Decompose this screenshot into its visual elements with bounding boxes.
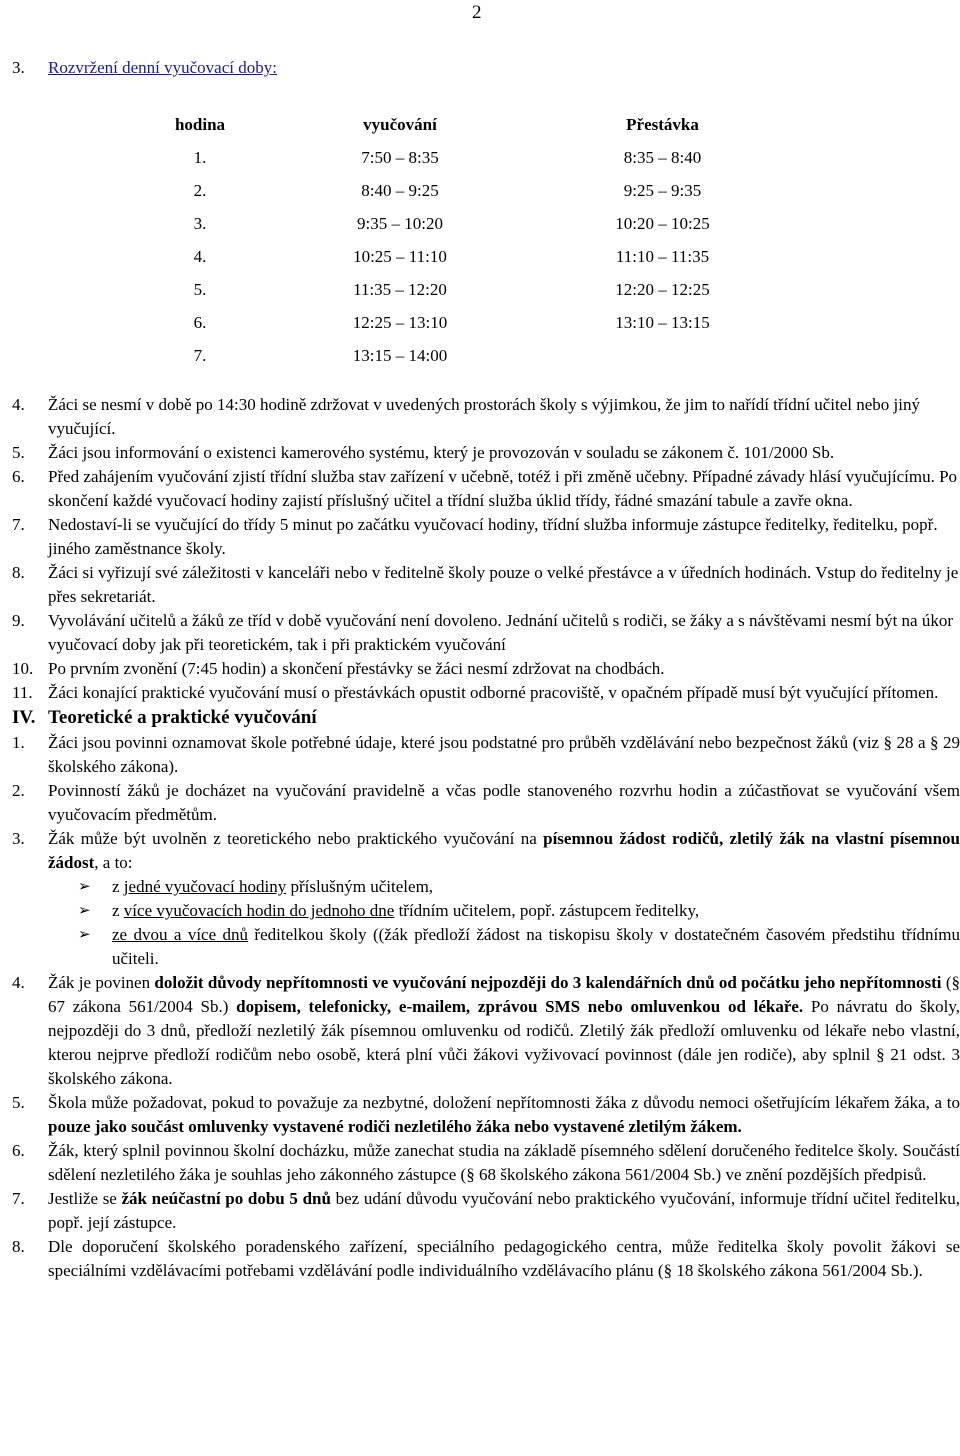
table-row xyxy=(120,306,805,339)
text-run-bold: písemnou žádost rodičů, zletilý žák na vlastní písemnou žádost xyxy=(48,829,960,872)
table-cell: 10:20 – 10:25 xyxy=(615,214,710,233)
table-cell: 8:40 – 9:25 xyxy=(361,181,439,200)
section-4-title: Teoretické a praktické vyučování xyxy=(48,707,317,728)
item-number: 6. xyxy=(12,467,25,486)
item-text: Povinností žáků je docházet na vyučování pravidelně a včas podle stanoveného rozvrhu hodin a zúčastňovat se vyučování všem vyučovacím předmětům. xyxy=(48,781,960,824)
table-cell: 10:25 – 11:10 xyxy=(353,247,447,266)
schedule-header-vyucovani: vyučování xyxy=(363,115,437,134)
item-number: 5. xyxy=(12,1093,25,1112)
item-number: 1. xyxy=(12,733,25,752)
list-item xyxy=(12,827,960,875)
table-cell: 6. xyxy=(193,313,207,332)
table-cell: 11:10 – 11:35 xyxy=(615,247,710,266)
item-text: Před zahájením vyučování zjistí třídní služba stav zařízení v učebně, totéž i při změně učebny. Případné závady hlásí vyučujícímu. Po skončení každé vyučovací hodiny zajistí příslušný učitel a třídní služba úklid třídy, řádné smazání tabule a zavře okna. xyxy=(48,467,958,510)
table-cell: 8:35 – 8:40 xyxy=(623,148,702,167)
section-3-number: 3. xyxy=(12,58,25,77)
arrow-bullet-icon: ➢ xyxy=(78,903,91,919)
page-number: 2 xyxy=(472,2,482,23)
item-text: Vyvolávání učitelů a žáků ze tříd v době vyučování není dovoleno. Jednání učitelů s rodiči, se žáky a s návštěvami nesmí být na úkor vyučovací doby jak při teoretickém, tak i při praktickém vyučování xyxy=(48,611,954,654)
schedule-header-row xyxy=(120,108,805,141)
table-cell: 5. xyxy=(193,280,207,299)
section-4-heading xyxy=(12,705,960,731)
list-item xyxy=(12,609,960,657)
item-text: Žáci si vyřizují své záležitosti v kanceláři nebo v ředitelně školy pouze o velké přestávce a v úředních hodinách. Vstup do ředitelny je přes sekretariát. xyxy=(48,563,959,606)
text-run: (§ 67 zákona 561/2004 Sb.) xyxy=(48,973,960,1016)
table-cell: 13:15 – 14:00 xyxy=(352,346,448,365)
schedule-table xyxy=(120,108,805,372)
table-cell xyxy=(520,339,805,372)
list-item xyxy=(12,971,960,1091)
text-run: z xyxy=(112,877,124,896)
item-text: Žáci se nesmí v době po 14:30 hodině zdržovat v uvedených prostorách školy s výjimkou, že jim to nařídí třídní učitel nebo jiný vyučující. xyxy=(48,395,921,438)
table-cell: 12:25 – 13:10 xyxy=(352,313,448,332)
table-cell: 11:35 – 12:20 xyxy=(353,280,447,299)
schedule-header-prestavka: Přestávka xyxy=(626,115,699,134)
list-item xyxy=(78,875,960,899)
list-item xyxy=(12,731,960,779)
text-run: Jestliže se xyxy=(48,1189,122,1208)
rules-list-part1 xyxy=(12,393,960,1283)
text-run: Škola může požadovat, pokud to považuje za nezbytné, doložení nepřítomnosti žáka z důvodu nemoci ošetřujícím lékařem žáka, a to xyxy=(48,1093,960,1112)
list-item xyxy=(12,441,960,465)
text-run-bold: dopisem, telefonicky, e-mailem, zprávou SMS nebo omluvenkou od lékaře. xyxy=(236,997,804,1016)
list-item xyxy=(12,657,960,681)
item-text xyxy=(48,827,960,875)
list-item xyxy=(12,1187,960,1235)
table-cell: 12:20 – 12:25 xyxy=(615,280,710,299)
item-number: 7. xyxy=(12,515,25,534)
table-row xyxy=(120,240,805,273)
item-number: 3. xyxy=(12,829,25,848)
table-cell: 1. xyxy=(193,148,207,167)
arrow-bullet-icon: ➢ xyxy=(78,879,91,895)
table-cell: 7. xyxy=(193,346,207,365)
item-number: 4. xyxy=(12,395,25,414)
table-row xyxy=(120,174,805,207)
item-number: 8. xyxy=(12,1237,25,1256)
item-number: 6. xyxy=(12,1141,25,1160)
section-3-title: Rozvržení denní vyučovací doby: xyxy=(48,58,277,77)
text-run-underlined: ze dvou a více dnů xyxy=(112,925,249,944)
table-cell: 4. xyxy=(193,247,207,266)
list-item xyxy=(12,393,960,441)
table-cell: 2. xyxy=(193,181,207,200)
item-number: 2. xyxy=(12,781,25,800)
text-run-bold: doložit důvody nepřítomnosti ve vyučování nejpozději do 3 kalendářních dnů od počátku jeho nepřítomnosti xyxy=(154,973,942,992)
table-cell: 7:50 – 8:35 xyxy=(361,148,439,167)
section-4-number: IV. xyxy=(12,707,36,728)
table-row xyxy=(120,141,805,174)
section-3-heading xyxy=(12,58,277,78)
item-text: Po prvním zvonění (7:45 hodin) a skončení přestávky se žáci nesmí zdržovat na chodbách. xyxy=(48,659,665,678)
text-run: z xyxy=(112,901,124,920)
item-number: 10. xyxy=(12,659,34,678)
list-item xyxy=(12,513,960,561)
item-text: Žáci jsou informování o existenci kamerového systému, který je provozován v souladu se zákonem č. 101/2000 Sb. xyxy=(48,443,835,462)
table-cell: 3. xyxy=(193,214,207,233)
list-item xyxy=(12,1091,960,1139)
item-number: 7. xyxy=(12,1189,25,1208)
item-text: Žáci jsou povinni oznamovat škole potřebné údaje, které jsou podstatné pro průběh vzdělávání nebo bezpečnost žáků (viz § 28 a § 29 školského zákona). xyxy=(48,733,960,776)
item-number: 5. xyxy=(12,443,25,462)
item-text xyxy=(48,971,960,1091)
text-run: Žák může být uvolněn z teoretického nebo praktického vyučování na xyxy=(48,829,544,848)
schedule-header-hodina: hodina xyxy=(174,115,226,134)
arrow-bullet-icon: ➢ xyxy=(78,927,91,943)
text-run: Žák je povinen xyxy=(48,973,155,992)
table-row xyxy=(120,339,805,372)
text-run: příslušným učitelem, xyxy=(286,877,434,896)
list-item xyxy=(12,1235,960,1283)
release-options-list xyxy=(78,875,960,971)
item-number: 8. xyxy=(12,563,25,582)
list-item xyxy=(12,561,960,609)
table-cell: 9:25 – 9:35 xyxy=(623,181,702,200)
list-item xyxy=(78,899,960,923)
text-run-underlined: jedné vyučovací hodiny xyxy=(123,877,287,896)
table-cell: 9:35 – 10:20 xyxy=(357,214,443,233)
text-run: ředitelkou školy ((žák předloží žádost na tiskopisu školy v dostatečném časovém předstihu třídnímu učiteli. xyxy=(112,925,960,968)
text-run: bez udání důvodu vyučování nebo praktického vyučování, informuje třídní učitel ředitelku, popř. její zástupce. xyxy=(48,1189,960,1232)
table-row xyxy=(120,273,805,306)
list-item xyxy=(12,681,960,705)
item-number: 4. xyxy=(12,973,25,992)
list-item xyxy=(78,923,960,971)
table-cell: 13:10 – 13:15 xyxy=(615,313,710,332)
text-run-bold: pouze jako součást omluvenky vystavené rodiči nezletilého žáka nebo vystavené zletilým žákem. xyxy=(48,1117,742,1136)
text-run: , a to: xyxy=(94,853,133,872)
list-item xyxy=(12,465,960,513)
list-item xyxy=(12,1139,960,1187)
item-text xyxy=(48,1091,960,1139)
item-text: Dle doporučení školského poradenského zařízení, speciálního pedagogického centra, může ředitelka školy povolit žákovi se speciálními vzdělávacími potřebami vzdělávání podle individuálního vzdělávacího plánu (§ 18 školského zákona 561/2004 Sb.). xyxy=(48,1237,960,1280)
item-number: 9. xyxy=(12,611,25,630)
item-text: Žák, který splnil povinnou školní docházku, může zanechat studia na základě písemného sdělení doručeného ředitelce školy. Součástí sdělení nezletilého žáka je souhlas jeho zákonného zástupce (§ 68 školského zákona 561/2004 Sb.) ve znění pozdějších předpisů. xyxy=(48,1141,960,1184)
table-row xyxy=(120,207,805,240)
item-number: 11. xyxy=(12,683,33,702)
item-text: Nedostaví-li se vyučující do třídy 5 minut po začátku vyučovací hodiny, třídní služba informuje zástupce ředitelky, ředitelku, popř. jiného zaměstnance školy. xyxy=(48,515,938,558)
text-run-underlined: více vyučovacích hodin do jednoho dne xyxy=(123,901,395,920)
text-run: Po návratu do školy, nejpozději do 3 dnů, předloží nezletilý žák písemnou omluvenku od rodičů. Zletilý žák předloží omluvenku od lékaře nebo vlastní, kterou nejprve předloží rodičům nebo osobě, která plní vůči žákovi vyživovací povinnost (dále jen rodiče), aby splnil § 21 odst. 3 školského zákona. xyxy=(48,997,960,1088)
list-item xyxy=(12,779,960,827)
item-text: Žáci konající praktické vyučování musí o přestávkách opustit odborné pracoviště, v opačném případě musí být vyučující přítomen. xyxy=(48,683,939,702)
text-run-bold: žák neúčastní po dobu 5 dnů xyxy=(121,1189,331,1208)
item-text xyxy=(48,1187,960,1235)
text-run: třídním učitelem, popř. zástupcem ředitelky, xyxy=(394,901,700,920)
